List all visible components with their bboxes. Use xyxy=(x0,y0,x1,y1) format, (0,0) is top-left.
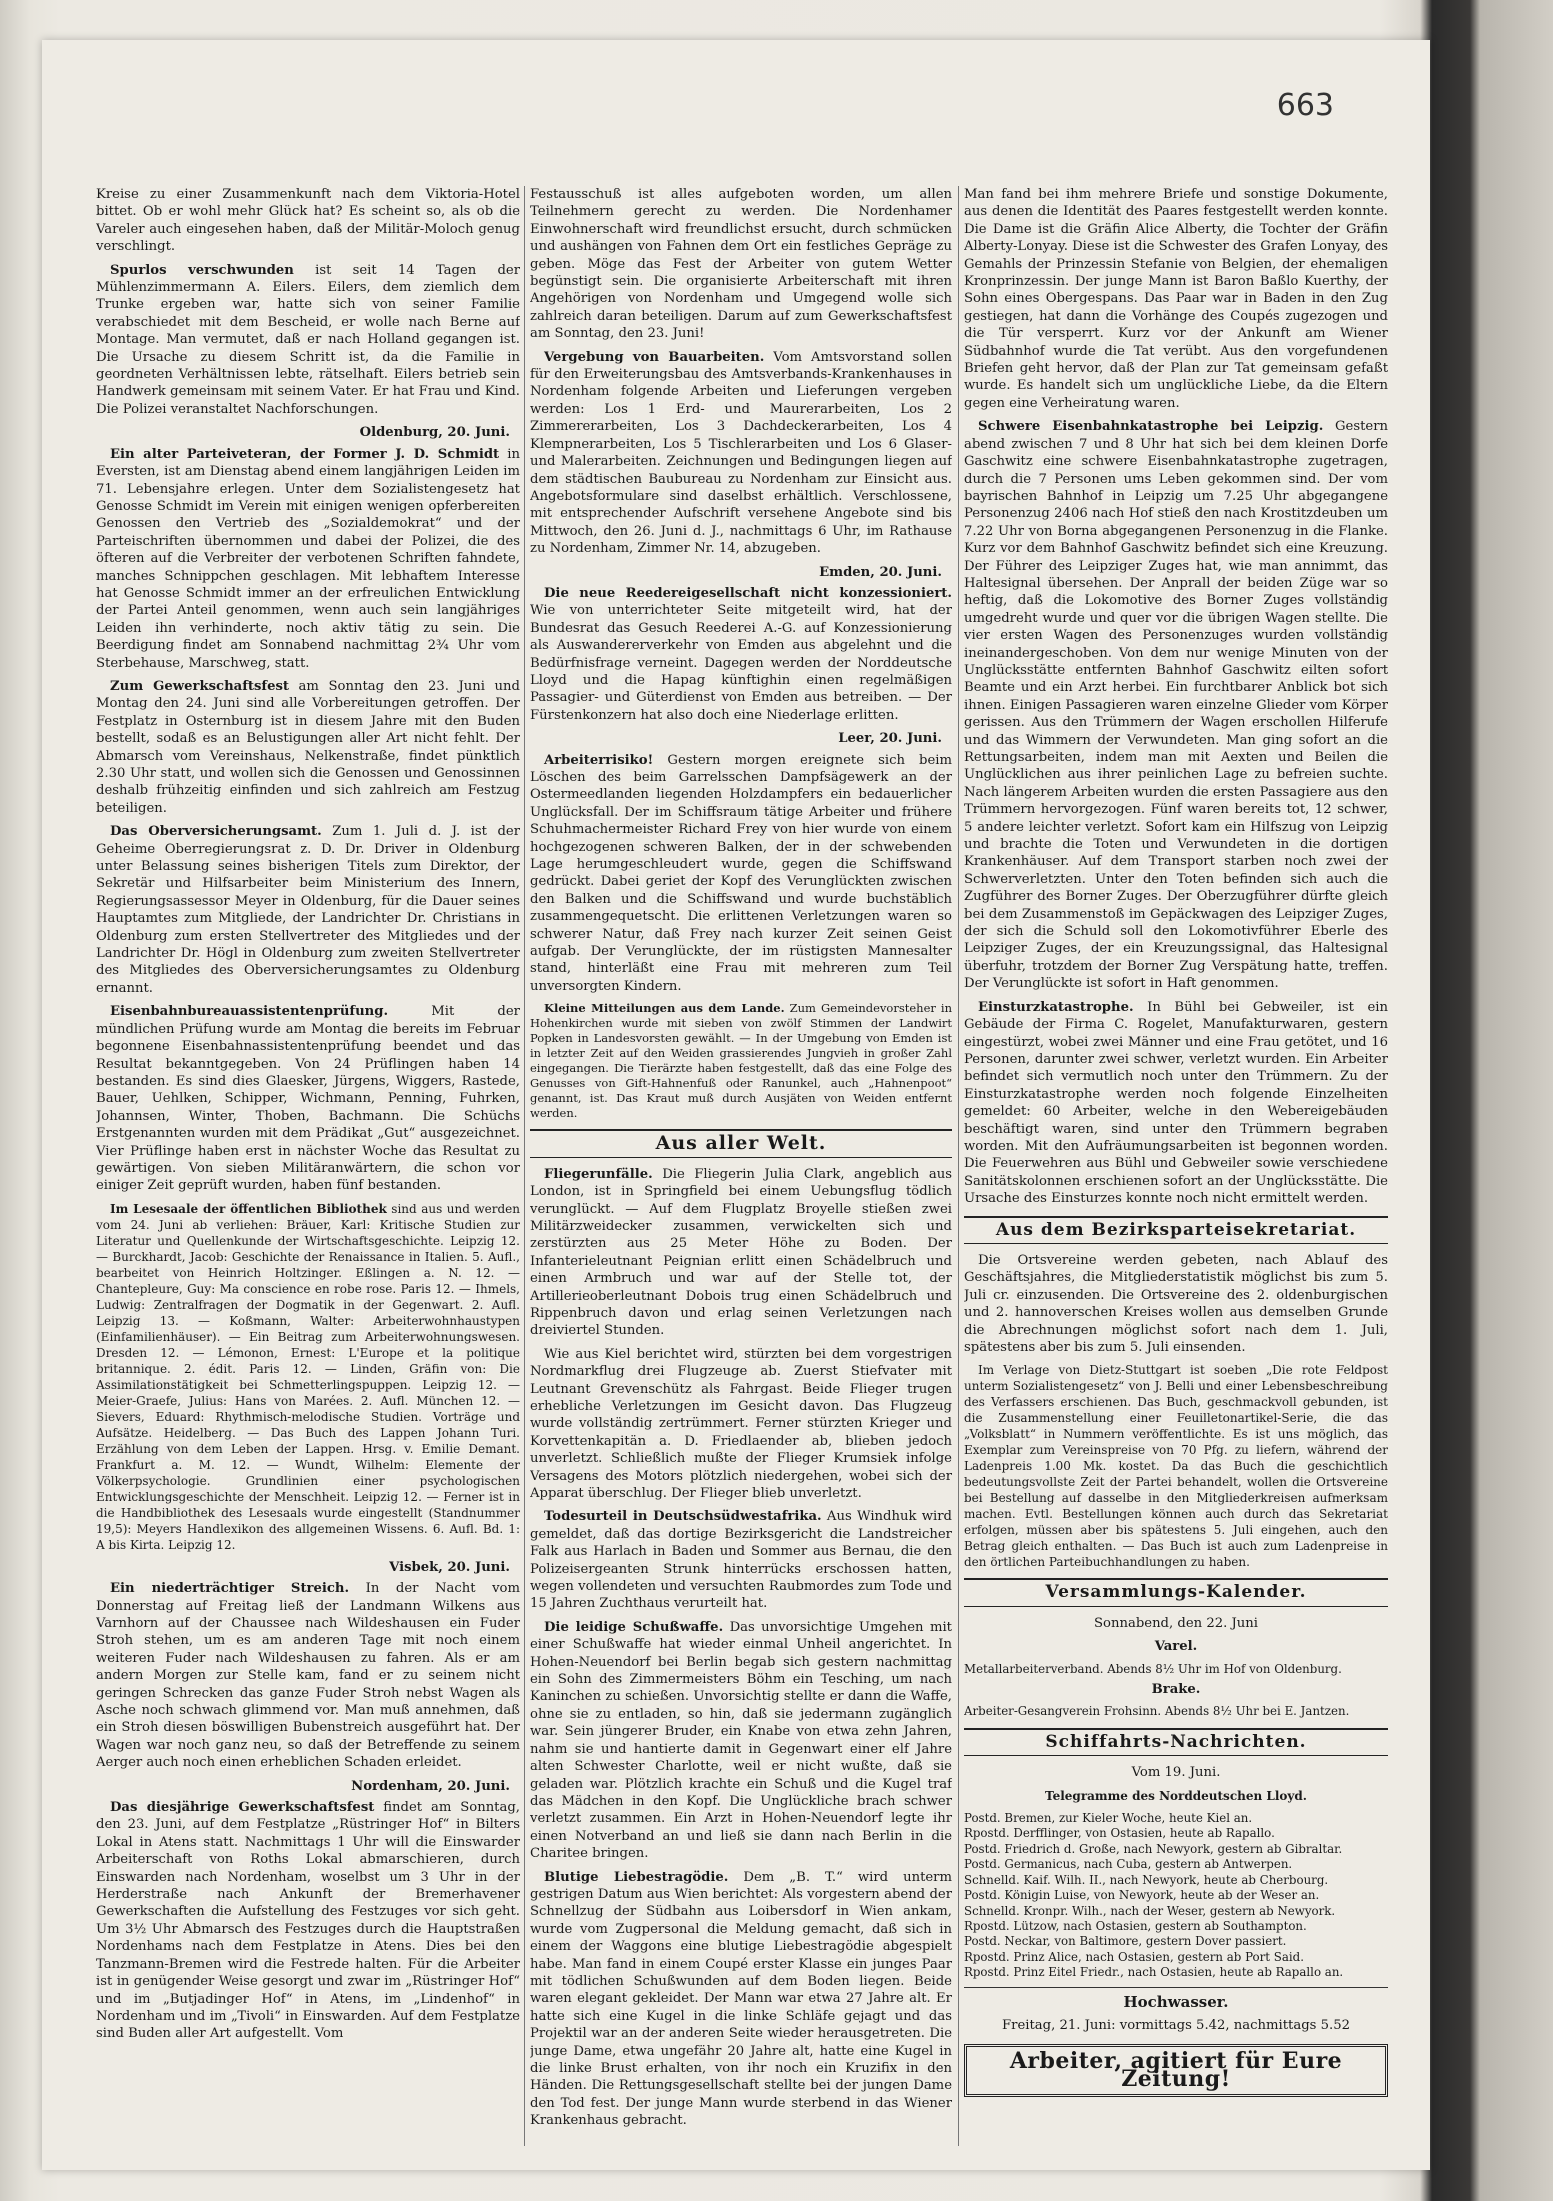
article-text: Die Fliegerin Julia Clark, angeblich aus London, ist in Springfield bei einem Uebungsflug tödlich verunglückt. — Auf dem Flugplatz Broyelle stießen zwei Militärzweidecker zusammen, verwickelten sich und zerstürzten aus 25 Meter Höhe zu Boden. Der Infanterieleutnant Peignian erlitt einen Schädelbruch und einen Armbruch und war auf der Stelle tot, der Artillerieoberleutnant Dobois trug einen Schädelbruch und Rippenbruch davon und erlag seinen Verletzungen nach dreiviertel Stunden. xyxy=(530,1166,952,1339)
article-lead: Kleine Mitteilungen aus dem Lande. xyxy=(544,1001,785,1016)
article-paragraph xyxy=(96,1580,520,1771)
divider xyxy=(964,1987,1388,1988)
article-paragraph: Kreise zu einer Zusammenkunft nach dem Viktoria-Hotel bittet. Ob er wohl mehr Glück hat? Es scheint so, als ob die Vareler auch eingesehen haben, daß der Militär-Moloch genug verschlingt. xyxy=(96,187,520,255)
article-lead: Spurlos verschwunden xyxy=(110,262,294,278)
article-paragraph xyxy=(530,585,952,724)
article-text: Aus Windhuk wird gemeldet, daß das dortige Bezirksgericht die Landstreicher Falk aus Harlach in Baden und Sommer aus Bernau, die den Polizeisergeanten Strunk hinterrücks erschossen hatten, wegen vollendeten und versuchten Raubmordes zum Tode und 15 Jahren Zuchthaus verurteilt hat. xyxy=(530,1509,952,1612)
article-paragraph xyxy=(96,1201,520,1553)
article-paragraph xyxy=(530,1869,952,2130)
article-lead: Die leidige Schußwaffe. xyxy=(544,1619,724,1635)
article-text: findet am Sonntag, den 23. Juni, auf dem Festplatze „Rüstringer Hof“ in Bilters Lokal in Atens statt. Nachmittags 1 Uhr will die Einswarder Arbeiterschaft von Roths Lokal abmarschieren, durch Einswarden nach Nordenham, woselbst um 3 Uhr in der Herderstraße nach Ankunft der Bremerhavener Gewerkschaften die Aufstellung des Festzuges vor sich geht. Um 3½ Uhr Abmarsch des Festzuges durch die Hauptstraßen Nordenhams nach dem Festplatze in Atens. Dies bei den Tanzmann-Bremen wird die Festrede halten. Für die Arbeiter ist in genügender Weise gesorgt und zwar im „Rüstringer Hof“ und im „Butjadinger Hof“ in Atens, im „Lindenhof“ in Nordenham und im „Tivoli“ in Einswarden. Auf dem Festplatze sind Buden aller Art aufgestellt. Vom xyxy=(96,1800,520,2042)
article-paragraph xyxy=(96,446,520,672)
article-lead: Todesurteil in Deutschsüdwestafrika. xyxy=(544,1509,822,1525)
dateline: Emden, 20. Juni. xyxy=(819,564,942,580)
article-text: Vom Amtsvorstand sollen für den Erweiterungsbau des Amtsverbands-Krankenhauses in Nordenham folgende Arbeiten und Lieferungen vergeben werden: Los 1 Erd- und Maurerarbeiten, Los 2 Zimmererarbeiten, Los 3 Dachdeckerarbeiten, Los 4 Klempnerarbeiten, Los 5 Tischlerarbeiten und Los 6 Glaser- und Malerarbeiten. Zeichnungen und Bedingungen liegen auf dem städtischen Baubureau zu Nordenham zur Einsicht aus. Angebotsformulare sind daselbst erhältlich. Verschlossene, mit entsprechender Aufschrift versehene Angebote sind bis Mittwoch, den 26. Juni d. J., nachmittags 6 Uhr, im Rathause zu Nordenham, Zimmer Nr. 14, abzugeben. xyxy=(530,349,952,557)
high-water-line: Freitag, 21. Juni: vormittags 5.42, nachmittags 5.52 xyxy=(1002,2017,1350,2033)
page-number: 663 xyxy=(1276,88,1334,123)
article-text: Dem „B. T.“ wird unterm gestrigen Datum aus Wien berichtet: Als vorgestern abend der Schnellzug der Südbahn aus Loibersdorf in Wien ankam, wurde vom Zugpersonal die Meldung gemacht, daß sich in einem der Waggons eine blutige Liebestragödie abgespielt habe. Man fand in einem Coupé erster Klasse ein junges Paar mit tödlichen Schußwunden auf dem Boden liegen. Beide waren elegant gekleidet. Der Mann war etwa 27 Jahre alt. Er hatte sich eine Kugel in die linke Schläfe gejagt und das Projektil war an der anderen Seite wieder herausgetreten. Die junge Dame, etwa ungefähr 20 Jahre alt, hatte eine Kugel in die linke Brust erhalten, von ihr noch ein Kruzifix in den Händen. Die Rettungsgesellschaft stellte bei der jungen Dame den Tod fest. Der junge Mann wurde sterbend in das Wiener Krankenhaus gebracht. xyxy=(530,1869,952,2129)
shipping-line: Rpostd. Prinz Alice, nach Ostasien, gestern ab Port Said. xyxy=(964,1949,1304,1964)
shipping-line: Rpostd. Derfflinger, von Ostasien, heute ab Rapallo. xyxy=(964,1826,1275,1841)
article-text: In Bühl bei Gebweiler, ist ein Gebäude der Firma C. Rogelet, Manufakturwaren, gestern eingestürzt, wobei zwei Männer und eine Frau getötet, und 16 Personen, darunter zwei schwer, verletzt wurden. Ein Arbeiter befindet sich vermutlich noch unter den Trümmern. Zu der Einsturzkatastrophe werden noch folgende Einzelheiten gemeldet: 60 Arbeiter, welche in den Webereigebäuden beschäftigt waren, sind unter den Trümmern begraben worden. Mit den Aufräumungsarbeiten ist begonnen worden. Die Feuerwehren aus Bühl und Gebweiler sowie verschiedene Sanitätskolonnen erschienen sofort an der Unglücksstätte. Die Ursache des Einsturzes konnte noch nicht ermittelt werden. xyxy=(964,999,1388,1207)
article-paragraph xyxy=(96,262,520,419)
shipping-line: Postd. Neckar, von Baltimore, gestern Dover passiert. xyxy=(964,1934,1287,1949)
column-divider xyxy=(524,186,525,2146)
shipping-line: Rpostd. Prinz Eitel Friedr., nach Ostasien, heute ab Rapallo an. xyxy=(964,1965,1344,1980)
article-paragraph: Wie aus Kiel berichtet wird, stürzten bei dem vorgestrigen Nordmarkflug drei Flugzeuge ab. Zuerst Stiefvater mit Leutnant Grevenschütz als Fahrgast. Beide Flieger trugen erhebliche Verletzungen im Gesicht davon. Das Flugzeug wurde vollständig zertrümmert. Ferner stürzten Krieger und Korvettenkapitän a. D. Friedlaender ab, blieben jedoch unverletzt. Schließlich mußte der Flieger Krumsiek infolge Versagens des Motors plötzlich niedergehen, wobei sich der Apparat überschlug. Der Flieger blieb unverletzt. xyxy=(530,1346,952,1501)
shipping-line: Postd. Bremen, zur Kieler Woche, heute Kiel an. xyxy=(964,1811,1253,1826)
article-paragraph xyxy=(96,1003,520,1194)
article-lead: Das Oberversicherungsamt. xyxy=(110,824,322,840)
agitation-banner: Arbeiter, agitiert für Eure Zeitung! xyxy=(964,2044,1388,2097)
article-text: Mit der mündlichen Prüfung wurde am Montag die bereits im Februar begonnene Eisenbahnassistentenprüfung beendet und das Resultat bekanntgegeben. Von 24 Prüflingen haben 14 bestanden. Es sind dies Glaesker, Jürgens, Wiggers, Rastede, Bauer, Uehlken, Schipper, Wichmann, Penning, Fuhrken, Johannsen, Winter, Thoben, Bachmann. Die Schüchs Erstgenannten wurden mit dem Prädikat „Gut“ ausgezeichnet. Vier Prüflinge haben erst in nächster Woche das Resultat zu gewärtigen. Von sieben Militäranwärtern, die schon vor einiger Zeit geprüft wurden, haben fünf bestanden. xyxy=(96,1004,520,1194)
article-paragraph xyxy=(530,1166,952,1340)
article-text: In der Nacht vom Donnerstag auf Freitag ließ der Landmann Wilkens aus Varnhorn auf der Chaussee nach Wildeshausen ein Fuder Stroh stehen, um es am anderen Tage mit noch einem weiteren Fuder nach Wildeshausen zu fahren. Als er am andern Morgen zur Stelle kam, fand er zu seinem nicht geringen Schrecken das ganze Fuder Stroh nebst Wagen als Asche noch schwach glimmend vor. Man muß annehmen, daß ein Stroh diesen böswilligen Bubenstreich ausgeführt hat. Der Wagen war noch ganz neu, so daß der Betreffende zu seinem Aerger auch noch einen erheblichen Schaden erleidet. xyxy=(96,1581,520,1771)
article-lead: Blutige Liebestragödie. xyxy=(544,1869,729,1885)
column-divider xyxy=(958,186,959,2146)
article-paragraph xyxy=(964,418,1388,992)
shipping-line: Postd. Germanicus, nach Cuba, gestern ab Antwerpen. xyxy=(964,1857,1293,1872)
article-paragraph xyxy=(964,999,1388,1208)
shipping-title: Schiffahrts-Nachrichten. xyxy=(964,1728,1388,1756)
article-text: Gestern morgen ereignete sich beim Löschen des beim Garrelsschen Dampfsägewerk an der Ostermeedlanden liegenden Holzdampfers ein bedauerlicher Unglücksfall. Der im Schiffsraum tätige Arbeiter und frühere Schuhmachermeister Richard Frey von hier wurde von einem hochgezogenen schweren Balken, der in der schwebenden Lage herumgeschleudert wurde, gegen die Schiffswand gedrückt. Dabei geriet der Kopf des Verunglückten zwischen den Balken und die Schiffswand und wurde buchstäblich zusammengequetscht. Die erlittenen Verletzungen waren so schwerer Natur, daß Frey nach kurzer Zeit seinen Geist aufgab. Der Verunglückte, der im rüstigsten Mannesalter stand, hinterläßt eine Frau mit mehreren zum Teil unversorgten Kindern. xyxy=(530,752,952,994)
shipping-list xyxy=(964,1811,1388,1980)
article-lead: Einsturzkatastrophe. xyxy=(978,999,1134,1015)
high-water-title: Hochwasser. xyxy=(1123,1992,1229,2011)
column-2 xyxy=(530,186,952,2146)
article-paragraph xyxy=(530,1001,952,1121)
calendar-place: Brake. xyxy=(1151,1682,1201,1698)
article-text: Das unvorsichtige Umgehen mit einer Schußwaffe hat wieder einmal Unheil angerichtet. In Hohen-Neuendorf bei Berlin begab sich gestern nachmittag ein Sohn des Zimmermeisters Böhm ein Tesching, um nach Kaninchen zu schießen. Unvorsichtig stellte er dann die Waffe, ohne sie zu entladen, so hin, daß sie jedermann zugänglich war. Sein jüngerer Bruder, ein Knabe von etwa zehn Jahren, nahm sie und hantierte damit in Gegenwart einer elf Jahre alten Schwester Charlotte, weil er nicht wußte, daß sie geladen war. Plötzlich krachte ein Schuß und die Kugel traf das Mädchen in den Kopf. Die Unglückliche brach schwer verletzt zusammen. Ein Arzt in Hohen-Neuendorf legte ihr einen Notverband an und ließ sie dann nach Berlin in die Charitee bringen. xyxy=(530,1619,952,1862)
article-paragraph xyxy=(530,1619,952,1863)
shipping-line: Postd. Friedrich d. Große, nach Newyork, gestern ab Gibraltar. xyxy=(964,1841,1343,1856)
article-lead: Die neue Reedereigesellschaft nicht konzessioniert. xyxy=(544,585,952,601)
article-lead: Schwere Eisenbahnkatastrophe bei Leipzig. xyxy=(978,419,1324,435)
dateline: Leer, 20. Juni. xyxy=(838,731,942,747)
article-text: Zum Gemeindevorsteher in Hohenkirchen wurde mit sieben von zwölf Stimmen der Landwirt Popken in Landesvorsten gewählt. — In der Umgebung von Emden ist in letzter Zeit auf den Weiden grassierendes Jungvieh in großer Zahl eingegangen. Die Tierärzte haben festgestellt, daß das eine Folge des Genusses von Gift-Hahnenfuß oder Ranunkel, auch „Hahnenpoot“ genannt, ist. Das Kraut muß durch Ausjäten von Weiden entfernt werden. xyxy=(530,1001,952,1121)
shipping-subtitle: Telegramme des Norddeutschen Lloyd. xyxy=(1045,1788,1307,1803)
article-text: Wie von unterrichteter Seite mitgeteilt wird, hat der Bundesrat das Gesuch Reederei A.-G. auf Konzessionierung als Auswandererverkehr von Emden aus abgelehnt und die Bedürfnisfrage verneint. Dagegen werden der Norddeutsche Lloyd und die Hapag künftighin einen regelmäßigen Passagier- und Güterdienst von Emden aus betreiben. — Der Fürstenkonzern hat also doch eine Niederlage erlitten. xyxy=(530,603,952,723)
article-lead: Fliegerunfälle. xyxy=(544,1166,653,1182)
section-title: Aus dem Bezirksparteisekretariat. xyxy=(964,1216,1388,1244)
article-text: in Eversten, ist am Dienstag abend einem langjährigen Leiden im 71. Lebensjahre erlegen. Unter dem Sozialistengesetz hat Genosse Schmidt im Verein mit einigen wenigen opferbereiten Genossen den Vertrieb des „Sozialdemokrat“ und der Parteischriften übernommen und dabei der Polizei, die des öfteren auf die Verbreiter der verbotenen Schriften fahndete, manches Schnippchen geschlagen. Mit lebhaftem Interesse hat Genosse Schmidt immer an der erfreulichen Entwicklung der Partei Anteil genommen, wenn auch sein langjähriges Leiden ihn verhinderte, noch aktiv tätig zu sein. Die Beerdigung findet am Sonnabend nachmittag 2¾ Uhr vom Sterbehause, Marschweg, statt. xyxy=(96,446,520,671)
article-lead: Eisenbahnbureauassistentenprüfung. xyxy=(110,1004,389,1020)
dateline: Visbek, 20. Juni. xyxy=(389,1559,510,1575)
article-text: ist seit 14 Tagen der Mühlenzimmermann A. Eilers. Eilers, dem ziemlich dem Trunke ergeben war, hatte sich von seiner Familie verabschiedet mit dem Bescheid, er wolle nach Berne auf Montage. Man vermutet, daß er nach Holland gegangen ist. Die Ursache zu diesem Schritt ist, da die Familie in geordneten Verhältnissen lebte, rätselhaft. Eilers betrieb sein Handwerk gemeinsam mit seinem Vater. Er hat Frau und Kind. Die Polizei veranstaltet Nachforschungen. xyxy=(96,262,520,417)
shipping-line: Schnelld. Kronpr. Wilh., nach der Weser, gestern ab Newyork. xyxy=(964,1903,1336,1918)
shipping-line: Schnelld. Kaif. Wilh. II., nach Newyork, heute ab Cherbourg. xyxy=(964,1872,1329,1887)
calendar-place: Varel. xyxy=(1154,1639,1198,1655)
newspaper-page xyxy=(42,40,1430,2170)
article-lead: Ein niederträchtiger Streich. xyxy=(110,1581,350,1597)
article-paragraph xyxy=(530,1508,952,1612)
column-1 xyxy=(96,186,520,2146)
article-text: am Sonntag den 23. Juni und Montag den 24. Juni sind alle Vorbereitungen getroffen. Der Festplatz in Osternburg ist in diesem Jahre mit den Buden bestellt, sodaß es an Belustigungen aller Art nicht fehlt. Der Abmarsch vom Vereinshaus, Nelkenstraße, findet pünktlich 2.30 Uhr statt, und wollen sich die Genossen und Genossinnen deshalb frühzeitig einfinden und sich zahlreich am Festzug beteiligen. xyxy=(96,678,520,816)
article-lead: Vergebung von Bauarbeiten. xyxy=(544,349,765,365)
calendar-item: Metallarbeiterverband. Abends 8½ Uhr im Hof von Oldenburg. xyxy=(964,1661,1342,1676)
shipping-date: Vom 19. Juni. xyxy=(1131,1765,1221,1781)
article-text: Zum 1. Juli d. J. ist der Geheime Oberregierungsrat z. D. Dr. Driver in Oldenburg unter Belassung seines bisherigen Titels zum Direktor, der Sekretär und Hilfsarbeiter beim Ministerium des Innern, Regierungsassessor Meyer in Oldenburg, für die Dauer seines Hauptamtes zum Mitgliede, der Landrichter Dr. Christians in Oldenburg zum ersten Stellvertreter des Mitgliedes und der Landrichter Dr. Högl in Oldenburg zum zweiten Stellvertreter des Mitgliedes des Oberversicherungsamtes zu Oldenburg ernannt. xyxy=(96,824,520,996)
article-paragraph xyxy=(530,349,952,558)
article-paragraph xyxy=(96,823,520,997)
article-lead: Zum Gewerkschaftsfest xyxy=(110,678,289,694)
dateline: Nordenham, 20. Juni. xyxy=(351,1778,510,1794)
article-paragraph xyxy=(96,1799,520,2043)
article-lead: Das diesjährige Gewerkschaftsfest xyxy=(110,1800,375,1816)
article-paragraph: Im Verlage von Dietz-Stuttgart ist soeben „Die rote Feldpost unterm Sozialistengesetz“ von J. Belli und einer Lebensbeschreibung des Verfassers erschienen. Das Buch, geschmackvoll gebunden, ist die Zusammenstellung einer Feuilletonartikel-Serie, die das „Volksblatt“ in Nummern veröffentlichte. Es ist uns möglich, das Exemplar zum Vereinspreise von 70 Pfg. zu liefern, während der Ladenpreis 1.00 Mk. kostet. Da das Buch die geschichtlich bedeutungsvollste Zeit der Partei behandelt, wollen die Ortsvereine bei Bestellung auf dasselbe in den Mitgliederkreisen aufmerksam machen. Evtl. Bestellungen können auch durch das Sekretariat erfolgen, müssen aber bis spätestens 5. Juli eingehen, auch den Betrag gleich enthalten. — Das Buch ist auch zum Ladenpreise in den örtlichen Parteibuchhandlungen zu haben. xyxy=(964,1363,1388,1570)
article-text: Gestern abend zwischen 7 und 8 Uhr hat sich bei dem kleinen Dorfe Gaschwitz eine schwere Eisenbahnkatastrophe zugetragen, durch die 7 Personen ums Leben gekommen sind. Der vom bayrischen Bahnhof in Leipzig um 7.25 Uhr abgegangene Personenzug 2406 nach Hof stieß den nach Krostitzdeuben um 7.22 Uhr von Borna abgegangenen Personenzug in die Flanke. Kurz vor dem Bahnhof Gaschwitz befindet sich eine Kreuzung. Der Führer des Leipziger Zuges hat, wie man annimmt, das Haltesignal übersehen. Der Anprall der beiden Züge war so heftig, daß die Lokomotive des Borner Zuges vollständig umgedreht wurde und quer vor die übrigen Wagen stellte. Die vier ersten Wagen des Personenzuges wurden vollständig ineinandergeschoben. Von dem nur wenige Minuten von der Unglücksstätte entfernten Bahnhof Gaschwitz eilten sofort Beamte und ein Arzt herbei. Ein furchtbarer Anblick bot sich ihnen. Einigen Passagieren waren einzelne Glieder vom Körper gerissen. Aus den Trümmern der Wagen erschollen Hilferufe und das Wimmern der Verwundeten. Man ging sofort an die Rettungsarbeiten, indem man mit Aexten und Beilen die Unglücklichen aus ihrer peinlichen Lage zu befreien suchte. Nach längerem Arbeiten wurden die ersten Passagiere aus den Trümmern hervorgezogen. Fünf waren bereits tot, 12 schwer, 5 andere leichter verletzt. Sofort kam ein Hilfszug von Leipzig und brachte die Toten und Verwundeten in die dortigen Krankenhäuser. Auf dem Transport starben noch zwei der Schwerverletzten. Unter den Toten befinden sich auch die Zugführer des Borner Zuges. Der Oberzugführer dürfte gleich bei dem Zusammenstoß im Gepäckwagen des Leipziger Zuges, der sich die Schuld soll den Lokomotivführer Eberle des Leipziger Zuges, der ein Kreuzungssignal, das Haltesignal überfuhr, trotzdem der Borner Zug Verspätung hatte, treffen. Der Verunglückte ist sofort in Haft genommen. xyxy=(964,419,1388,992)
section-title: Aus aller Welt. xyxy=(530,1129,952,1157)
shipping-line: Postd. Königin Luise, von Newyork, heute ab der Weser an. xyxy=(964,1888,1320,1903)
article-paragraph xyxy=(96,678,520,817)
calendar-title: Versammlungs-Kalender. xyxy=(964,1578,1388,1606)
article-paragraph: Die Ortsvereine werden gebeten, nach Ablauf des Geschäftsjahres, die Mitgliederstatistik möglichst bis zum 5. Juli cr. einzusenden. Die Ortsvereine des 2. oldenburgischen und 2. hannoverschen Kreises wollen aus demselben Grunde die Abrechnungen möglichst sofort nach dem 1. Juli, spätestens aber bis zum 5. Juli einsenden. xyxy=(964,1252,1388,1355)
calendar-date: Sonnabend, den 22. Juni xyxy=(1094,1615,1258,1631)
column-3 xyxy=(964,186,1388,2146)
shipping-line: Rpostd. Lützow, nach Ostasien, gestern ab Southampton. xyxy=(964,1918,1307,1933)
article-lead: Ein alter Parteiveteran, der Former J. D. Schmidt xyxy=(110,446,500,462)
article-lead: Arbeiterrisiko! xyxy=(544,752,654,768)
calendar-item: Arbeiter-Gesangverein Frohsinn. Abends 8½ Uhr bei E. Jantzen. xyxy=(964,1704,1350,1719)
article-lead: Im Lesesaale der öffentlichen Bibliothek xyxy=(110,1201,387,1216)
article-text: sind aus und werden vom 24. Juni ab verliehen: Bräuer, Karl: Kritische Studien zur Literatur und Quellenkunde der Wirtschaftsgeschichte. Leipzig 12. — Burckhardt, Jacob: Geschichte der Renaissance in Italien. 5. Aufl., bearbeitet von Heinrich Holtzinger. Eßlingen a. N. 12. — Chantepleure, Guy: Ma conscience en robe rose. Paris 12. — Ihmels, Ludwig: Zentralfragen der Dogmatik in der Gegenwart. 2. Aufl. Leipzig 13. — Koßmann, Walter: Arbeiterwohnhaustypen (Einfamilienhäuser). — Ein Beitrag zum Arbeiterwohnungswesen. Dresden 12. — Lémonon, Ernest: L'Europe et la politique britannique. 2. édit. Paris 12. — Linden, Gräfin von: Die Assimilationstätigkeit bei Schmetterlingspuppen. Leipzig 12. — Meier-Graefe, Julius: Hans von Marées. 2. Aufl. München 12. — Sievers, Eduard: Rhythmisch-melodische Studien. Vorträge und Aufsätze. Heidelberg. — Das Buch des Lappen Johann Turi. Erzählung von dem Leben der Lappen. Hrsg. v. Emilie Demant. Frankfurt a. M. 12. — Wundt, Wilhelm: Elemente der Völkerpsychologie. Grundlinien einer psychologischen Entwicklungsgeschichte der Menschheit. Leipzig 12. — Ferner ist in die Handbibliothek des Lesesaals wurde eingestellt (Standnummer 19,5): Meyers Handlexikon des allgemeinen Wissens. 6. Aufl. Bd. 1: A bis Kirta. Leipzig 12. xyxy=(96,1201,520,1552)
article-paragraph xyxy=(530,752,952,996)
article-paragraph: Festausschuß ist alles aufgeboten worden, um allen Teilnehmern gerecht zu werden. Die Nordenhamer Einwohnerschaft wird freundlichst ersucht, durch schmücken und aushängen von Fahnen dem Ort ein festliches Gepräge zu geben. Möge das Fest der Arbeiter von gutem Wetter begünstigt sein. Die organisierte Arbeiterschaft mit ihren Angehörigen von Nordenham und Umgegend wolle sich zahlreich daran beteiligen. Darum auf zum Gewerkschaftsfest am Sonntag, den 23. Juni! xyxy=(530,187,952,342)
dateline: Oldenburg, 20. Juni. xyxy=(359,425,510,441)
article-paragraph: Man fand bei ihm mehrere Briefe und sonstige Dokumente, aus denen die Identität des Paares festgestellt werden konnte. Die Dame ist die Gräfin Alice Alberty, die Tochter der Gräfin Alberty-Lonyay. Diese ist die Schwester des Grafen Lonyay, des Gemahls der Prinzessin Stefanie von Belgien, der ehemaligen Kronprinzessin. Der junge Mann ist Baron Baßlo Kuerthy, der Sohn eines Obergespans. Das Paar war in Baden in den Zug gestiegen, hat dann die Vorhänge des Coupés zugezogen und die Tür versperrt. Kurz vor der Ankunft am Wiener Südbahnhof wurde die Tat verübt. Aus den vorgefundenen Briefen geht hervor, daß der Plan zur Tat gemeinsam gefaßt wurde. Es handelt sich um unglückliche Liebe, da die Eltern gegen eine Verheiratung waren. xyxy=(964,187,1388,411)
